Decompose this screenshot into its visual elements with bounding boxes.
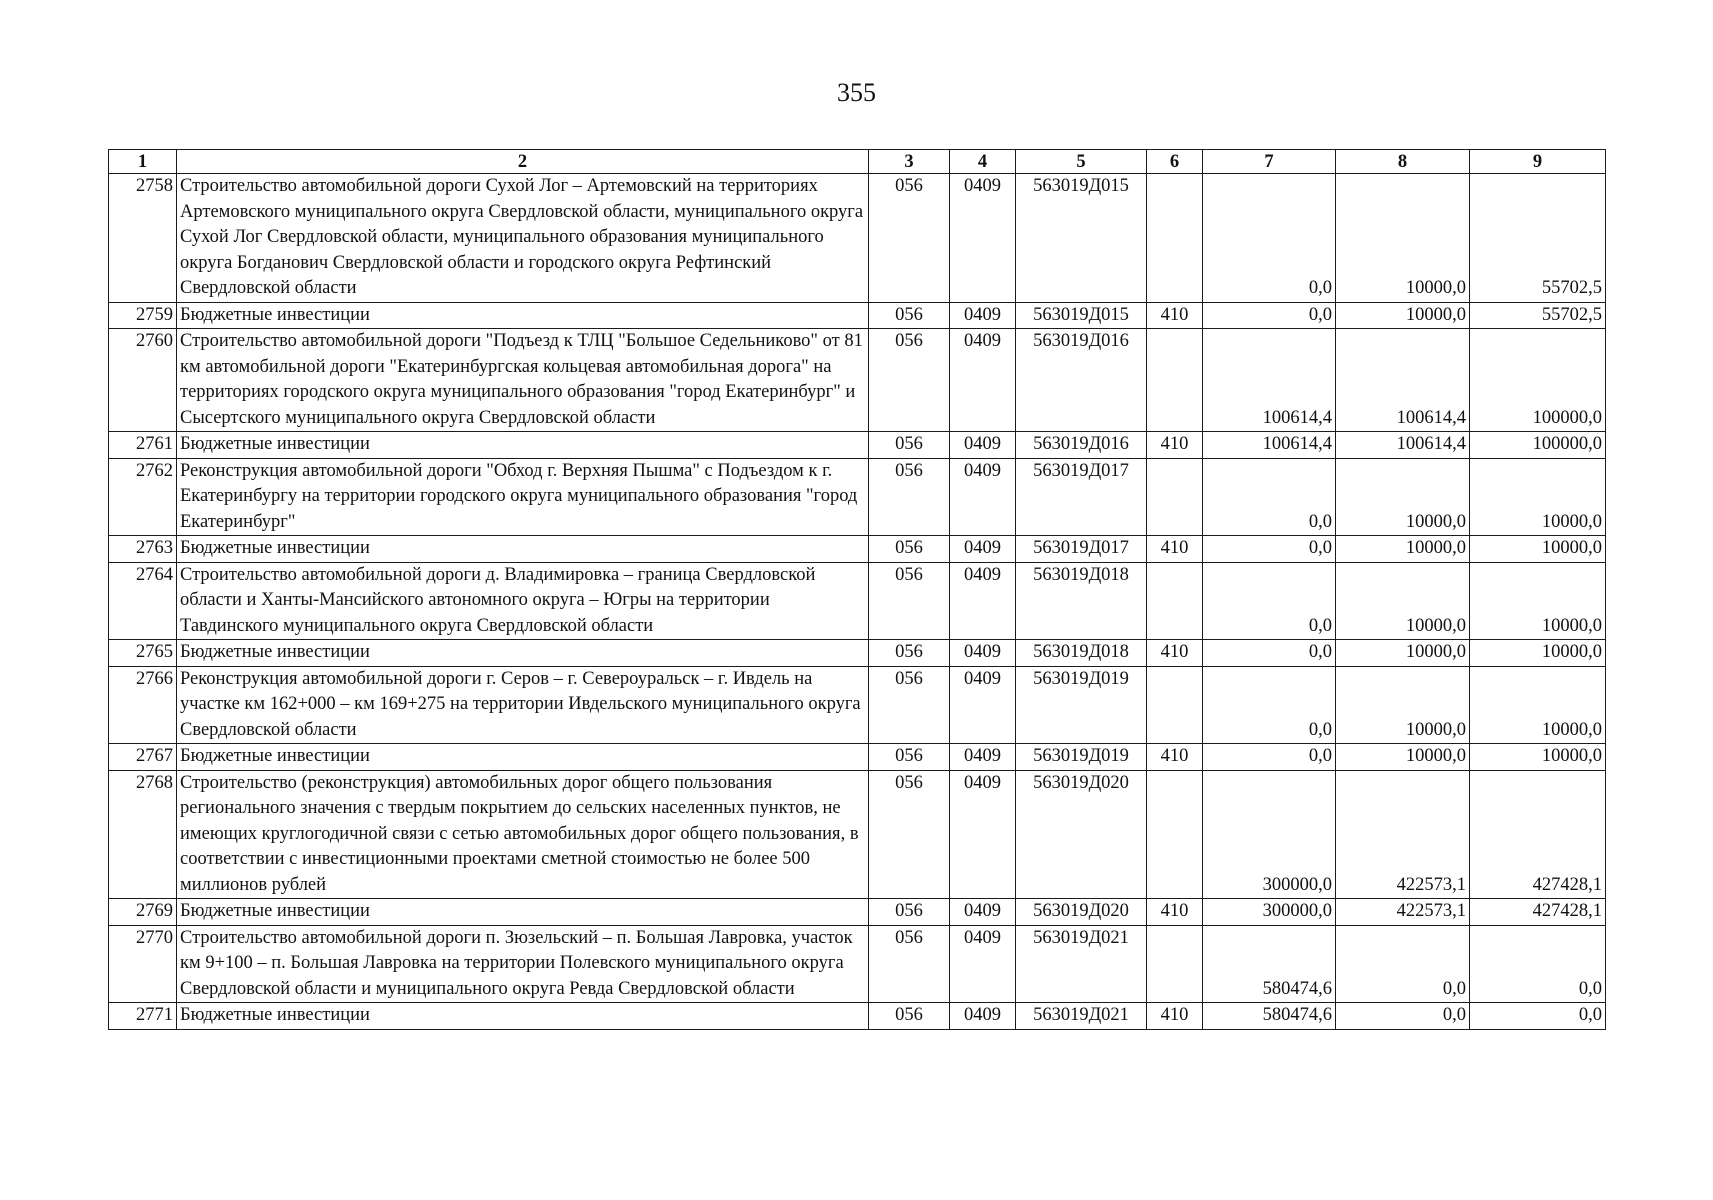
- row-col6: [1147, 329, 1203, 432]
- row-number: 2763: [109, 536, 177, 563]
- column-header: 1: [109, 150, 177, 174]
- header-row: [109, 150, 1606, 174]
- row-col7: 0,0: [1203, 302, 1336, 329]
- row-col4: 0409: [950, 899, 1016, 926]
- row-col9: 427428,1: [1470, 770, 1606, 899]
- row-name: Бюджетные инвестиции: [177, 1003, 869, 1030]
- row-col7: 300000,0: [1203, 899, 1336, 926]
- row-col5: 563019Д021: [1016, 1003, 1147, 1030]
- row-number: 2759: [109, 302, 177, 329]
- row-number: 2761: [109, 432, 177, 459]
- table-row: [109, 1003, 1606, 1030]
- row-col7: 0,0: [1203, 562, 1336, 640]
- table-row: [109, 899, 1606, 926]
- table-row: [109, 302, 1606, 329]
- column-header: 5: [1016, 150, 1147, 174]
- row-number: 2765: [109, 640, 177, 667]
- table-row: [109, 640, 1606, 667]
- row-col8: 10000,0: [1336, 640, 1470, 667]
- row-col3: 056: [869, 432, 950, 459]
- row-col6: 410: [1147, 899, 1203, 926]
- row-number: 2771: [109, 1003, 177, 1030]
- row-col3: 056: [869, 770, 950, 899]
- row-number: 2768: [109, 770, 177, 899]
- row-col6: 410: [1147, 640, 1203, 667]
- row-col3: 056: [869, 640, 950, 667]
- table-row: [109, 432, 1606, 459]
- table-body: [109, 174, 1606, 1030]
- row-col7: 0,0: [1203, 536, 1336, 563]
- row-col9: 10000,0: [1470, 562, 1606, 640]
- row-col3: 056: [869, 174, 950, 303]
- row-col7: 0,0: [1203, 744, 1336, 771]
- row-col7: 100614,4: [1203, 432, 1336, 459]
- column-header: 7: [1203, 150, 1336, 174]
- row-col9: 55702,5: [1470, 302, 1606, 329]
- row-col3: 056: [869, 536, 950, 563]
- table-row: [109, 329, 1606, 432]
- column-header: 2: [177, 150, 869, 174]
- column-header: 6: [1147, 150, 1203, 174]
- row-col3: 056: [869, 302, 950, 329]
- row-col6: [1147, 666, 1203, 744]
- row-name: Строительство автомобильной дороги д. Владимировка – граница Свердловской области и Ханты-Мансийского автономного округа – Югры на территории Тавдинского муниципального округа Свердловской области: [177, 562, 869, 640]
- row-col4: 0409: [950, 174, 1016, 303]
- row-col5: 563019Д020: [1016, 770, 1147, 899]
- table-row: [109, 174, 1606, 303]
- table-row: [109, 744, 1606, 771]
- row-col5: 563019Д021: [1016, 925, 1147, 1003]
- row-name: Строительство автомобильной дороги "Подъезд к ТЛЦ "Большое Седельниково" от 81 км автомобильной дороги "Екатеринбургская кольцевая автомобильная дорога" на территориях городского округа муниципального образования "город Екатеринбург" и Сысертского муниципального округа Свердловской области: [177, 329, 869, 432]
- row-col6: 410: [1147, 536, 1203, 563]
- row-number: 2766: [109, 666, 177, 744]
- row-col4: 0409: [950, 432, 1016, 459]
- row-number: 2764: [109, 562, 177, 640]
- row-col5: 563019Д017: [1016, 458, 1147, 536]
- table-row: [109, 925, 1606, 1003]
- row-col5: 563019Д016: [1016, 329, 1147, 432]
- table-row: [109, 458, 1606, 536]
- row-col4: 0409: [950, 925, 1016, 1003]
- row-col6: [1147, 770, 1203, 899]
- row-col9: 55702,5: [1470, 174, 1606, 303]
- row-col4: 0409: [950, 1003, 1016, 1030]
- row-col9: 427428,1: [1470, 899, 1606, 926]
- row-col6: [1147, 562, 1203, 640]
- row-col4: 0409: [950, 458, 1016, 536]
- row-col4: 0409: [950, 744, 1016, 771]
- row-col6: [1147, 458, 1203, 536]
- row-col5: 563019Д020: [1016, 899, 1147, 926]
- row-name: Строительство автомобильной дороги п. Зюзельский – п. Большая Лавровка, участок км 9+100 – п. Большая Лавровка на территории Полевского муниципального округа Свердловской области и муниципального округа Ревда Свердловской области: [177, 925, 869, 1003]
- row-col9: 0,0: [1470, 925, 1606, 1003]
- row-col7: 580474,6: [1203, 925, 1336, 1003]
- row-col9: 100000,0: [1470, 329, 1606, 432]
- row-col6: [1147, 925, 1203, 1003]
- row-col5: 563019Д016: [1016, 432, 1147, 459]
- row-name: Бюджетные инвестиции: [177, 899, 869, 926]
- table-row: [109, 536, 1606, 563]
- row-col8: 0,0: [1336, 925, 1470, 1003]
- row-col4: 0409: [950, 302, 1016, 329]
- row-name: Реконструкция автомобильной дороги г. Серов – г. Североуральск – г. Ивдель на участке км 162+000 – км 169+275 на территории Ивдельского муниципального округа Свердловской области: [177, 666, 869, 744]
- row-col3: 056: [869, 899, 950, 926]
- row-col7: 580474,6: [1203, 1003, 1336, 1030]
- column-header: 4: [950, 150, 1016, 174]
- row-col3: 056: [869, 329, 950, 432]
- row-col4: 0409: [950, 640, 1016, 667]
- row-col6: 410: [1147, 432, 1203, 459]
- row-col5: 563019Д019: [1016, 744, 1147, 771]
- row-col5: 563019Д015: [1016, 174, 1147, 303]
- row-name: Бюджетные инвестиции: [177, 536, 869, 563]
- row-col5: 563019Д018: [1016, 562, 1147, 640]
- row-col6: 410: [1147, 302, 1203, 329]
- row-name: Строительство (реконструкция) автомобильных дорог общего пользования регионального значения с твердым покрытием до сельских населенных пунктов, не имеющих круглогодичной связи с сетью автомобильных дорог общего пользования, в соответствии с инвестиционными проектами сметной стоимостью не более 500 миллионов рублей: [177, 770, 869, 899]
- column-header: 9: [1470, 150, 1606, 174]
- row-col8: 10000,0: [1336, 666, 1470, 744]
- row-col7: 0,0: [1203, 174, 1336, 303]
- row-name: Бюджетные инвестиции: [177, 640, 869, 667]
- table-row: [109, 666, 1606, 744]
- row-number: 2760: [109, 329, 177, 432]
- row-col3: 056: [869, 666, 950, 744]
- column-header: 8: [1336, 150, 1470, 174]
- row-col8: 10000,0: [1336, 536, 1470, 563]
- row-number: 2767: [109, 744, 177, 771]
- row-col4: 0409: [950, 770, 1016, 899]
- row-col8: 0,0: [1336, 1003, 1470, 1030]
- row-col9: 0,0: [1470, 1003, 1606, 1030]
- row-col7: 100614,4: [1203, 329, 1336, 432]
- row-col8: 422573,1: [1336, 770, 1470, 899]
- table-row: [109, 770, 1606, 899]
- row-col8: 10000,0: [1336, 562, 1470, 640]
- row-col8: 422573,1: [1336, 899, 1470, 926]
- row-col4: 0409: [950, 562, 1016, 640]
- row-number: 2769: [109, 899, 177, 926]
- column-header: 3: [869, 150, 950, 174]
- row-col8: 100614,4: [1336, 432, 1470, 459]
- row-col9: 10000,0: [1470, 666, 1606, 744]
- row-col8: 10000,0: [1336, 744, 1470, 771]
- row-col6: [1147, 174, 1203, 303]
- row-name: Бюджетные инвестиции: [177, 744, 869, 771]
- row-col8: 10000,0: [1336, 458, 1470, 536]
- row-col9: 10000,0: [1470, 458, 1606, 536]
- row-name: Бюджетные инвестиции: [177, 432, 869, 459]
- table-row: [109, 562, 1606, 640]
- row-number: 2762: [109, 458, 177, 536]
- row-col5: 563019Д017: [1016, 536, 1147, 563]
- row-col6: 410: [1147, 1003, 1203, 1030]
- row-col7: 0,0: [1203, 640, 1336, 667]
- row-col5: 563019Д018: [1016, 640, 1147, 667]
- row-col9: 10000,0: [1470, 536, 1606, 563]
- row-col7: 0,0: [1203, 666, 1336, 744]
- row-name: Реконструкция автомобильной дороги "Обход г. Верхняя Пышма" с Подъездом к г. Екатеринбургу на территории городского округа муниципального образования "город Екатеринбург": [177, 458, 869, 536]
- row-number: 2770: [109, 925, 177, 1003]
- row-col3: 056: [869, 458, 950, 536]
- row-name: Строительство автомобильной дороги Сухой Лог – Артемовский на территориях Артемовского муниципального округа Свердловской области, муниципального округа Сухой Лог Свердловской области, муниципального образования муниципального округа Богданович Свердловской области и городского округа Рефтинский Свердловской области: [177, 174, 869, 303]
- row-col8: 10000,0: [1336, 174, 1470, 303]
- row-col8: 100614,4: [1336, 329, 1470, 432]
- row-col7: 0,0: [1203, 458, 1336, 536]
- row-col4: 0409: [950, 329, 1016, 432]
- row-col4: 0409: [950, 666, 1016, 744]
- row-col5: 563019Д015: [1016, 302, 1147, 329]
- row-col6: 410: [1147, 744, 1203, 771]
- row-col3: 056: [869, 744, 950, 771]
- row-name: Бюджетные инвестиции: [177, 302, 869, 329]
- row-col4: 0409: [950, 536, 1016, 563]
- row-col3: 056: [869, 925, 950, 1003]
- budget-table: [108, 149, 1606, 1030]
- row-col7: 300000,0: [1203, 770, 1336, 899]
- row-col5: 563019Д019: [1016, 666, 1147, 744]
- row-col9: 10000,0: [1470, 640, 1606, 667]
- page-number: 355: [837, 78, 876, 107]
- row-col3: 056: [869, 562, 950, 640]
- row-col8: 10000,0: [1336, 302, 1470, 329]
- row-number: 2758: [109, 174, 177, 303]
- row-col9: 10000,0: [1470, 744, 1606, 771]
- row-col3: 056: [869, 1003, 950, 1030]
- row-col9: 100000,0: [1470, 432, 1606, 459]
